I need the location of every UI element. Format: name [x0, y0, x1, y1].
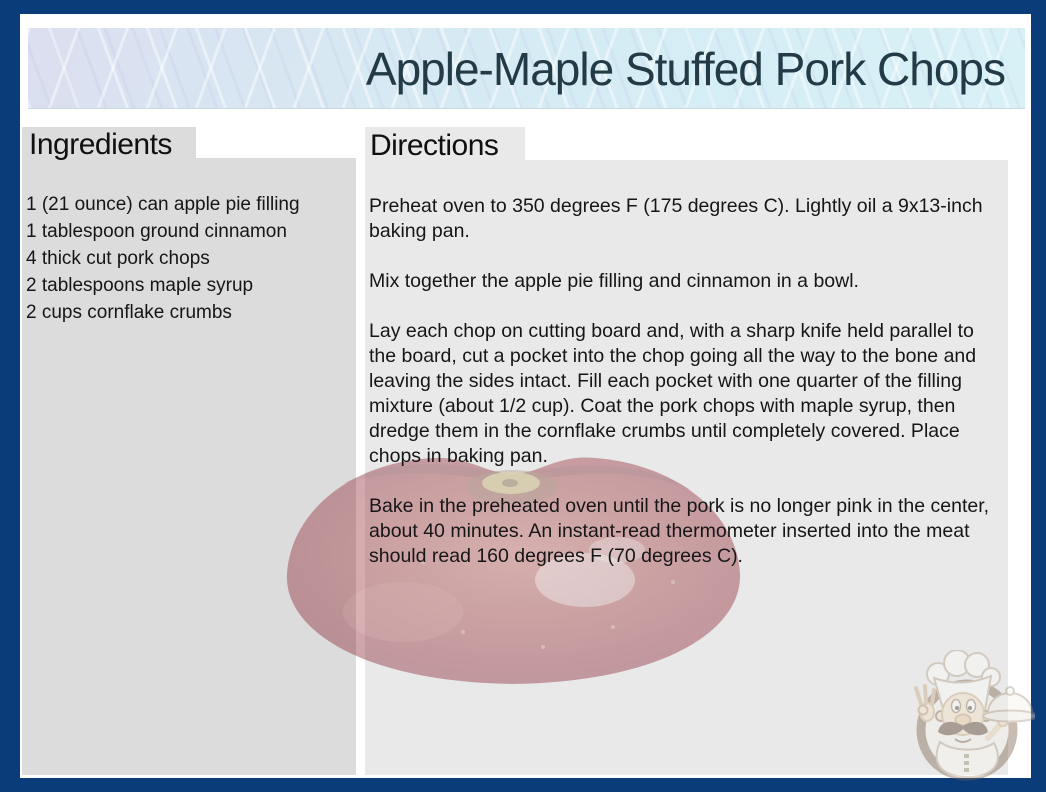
page-background: [20, 14, 1031, 778]
ingredient-item: 1 tablespoon ground cinnamon: [26, 221, 287, 242]
direction-paragraph: Lay each chop on cutting board and, with a sharp knife held parallel to the board, cut a pocket into the chop going all the way to the bone and leaving the sides intact. Fill each pocket with one quarter of the filling mixture (about 1/2 cup). Coat the pork chops with maple syrup, then dredge them in the cornflake crumbs until completely covered. Place chops in baking pan.: [369, 320, 977, 467]
direction-paragraph: Preheat oven to 350 degrees F (175 degrees C). Lightly oil a 9x13-inch baking pan.: [369, 195, 983, 242]
ingredients-panel: [22, 127, 356, 326]
directions-panel: [365, 127, 1008, 594]
direction-paragraph: Bake in the preheated oven until the pork is no longer pink in the center, about 40 minutes. An instant-read thermometer inserted into the meat should read 160 degrees F (70 degrees C).: [369, 495, 990, 567]
page-title: Apple-Maple Stuffed Pork Chops: [365, 43, 1005, 95]
ingredient-item: 4 thick cut pork chops: [26, 248, 210, 269]
ingredient-item: 1 (21 ounce) can apple pie filling: [26, 194, 300, 215]
direction-paragraph: Mix together the apple pie filling and cinnamon in a bowl.: [369, 270, 859, 292]
directions-heading: Directions: [370, 129, 499, 162]
ingredient-item: 2 tablespoons maple syrup: [26, 275, 254, 296]
direction-paragraphs: [365, 194, 1008, 569]
ingredient-item: 2 cups cornflake crumbs: [26, 302, 232, 323]
ingredients-heading: Ingredients: [29, 128, 172, 161]
chef-mascot-icon: [900, 650, 1035, 790]
header-band: [28, 28, 1025, 109]
ingredient-list: [22, 191, 356, 326]
